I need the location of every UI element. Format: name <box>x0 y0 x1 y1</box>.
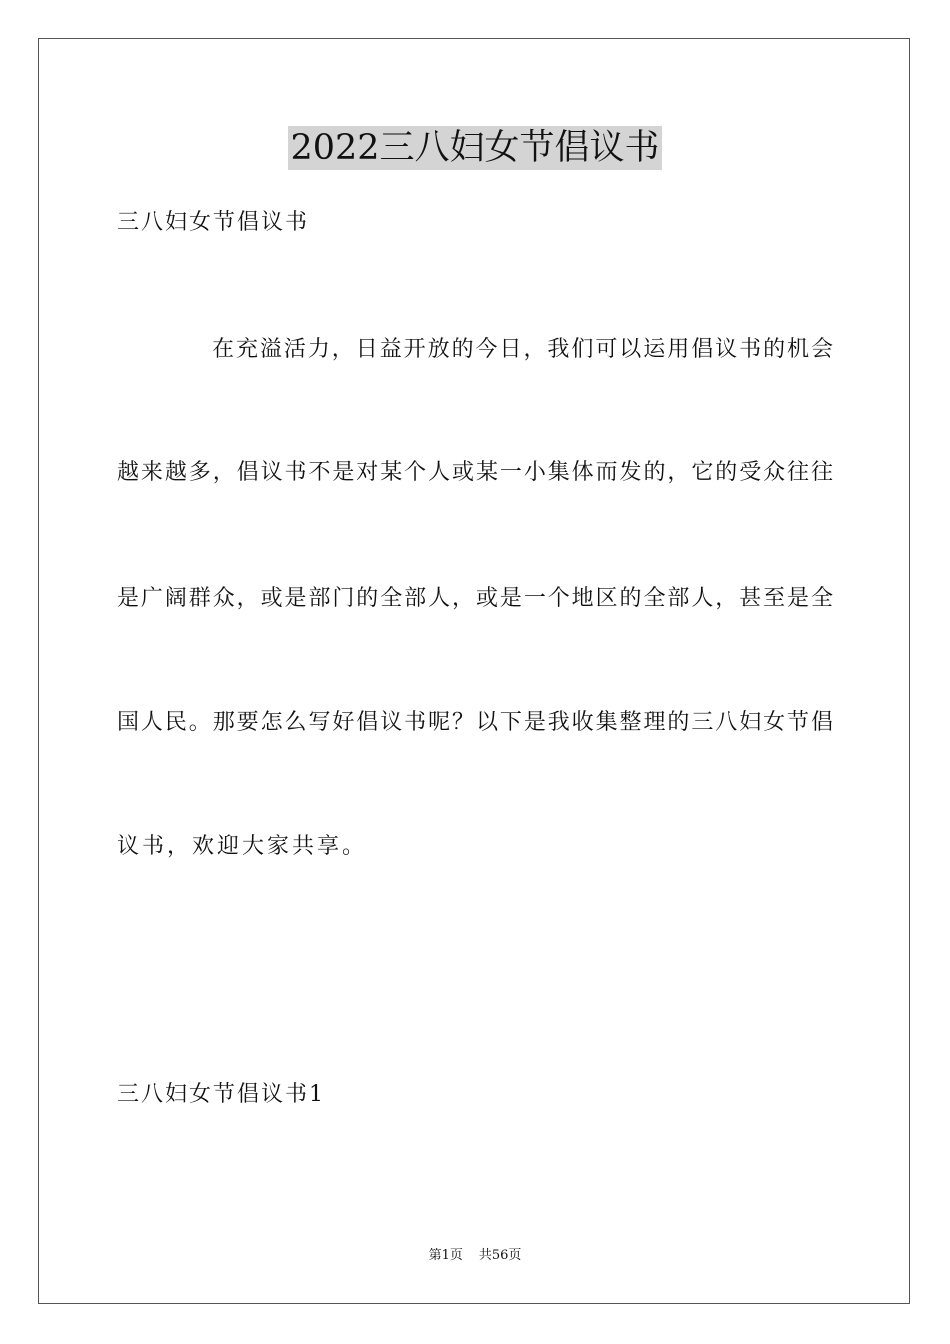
intro-line-5: 议书，欢迎大家共享。 <box>117 834 368 859</box>
document-title-text: 2022三八妇女节倡议书 <box>290 128 660 168</box>
page-number: 第1页 <box>428 1248 463 1263</box>
intro-line-1: 在充溢活力，日益开放的今日，我们可以运用倡议书的机会 <box>212 337 833 362</box>
document-title <box>0 126 950 170</box>
page-footer <box>0 1246 950 1266</box>
intro-line-4: 国人民。那要怎么写好倡议书呢？以下是我收集整理的三八妇女节倡 <box>117 710 833 735</box>
document-subtitle: 三八妇女节倡议书 <box>117 210 310 235</box>
page-total: 共56页 <box>478 1248 522 1263</box>
intro-line-3: 是广阔群众，或是部门的全部人，或是一个地区的全部人，甚至是全 <box>117 586 833 611</box>
section-heading: 三八妇女节倡议书1 <box>117 1082 325 1107</box>
intro-line-2: 越来越多，倡议书不是对某个人或某一小集体而发的，它的受众往往 <box>117 460 833 485</box>
